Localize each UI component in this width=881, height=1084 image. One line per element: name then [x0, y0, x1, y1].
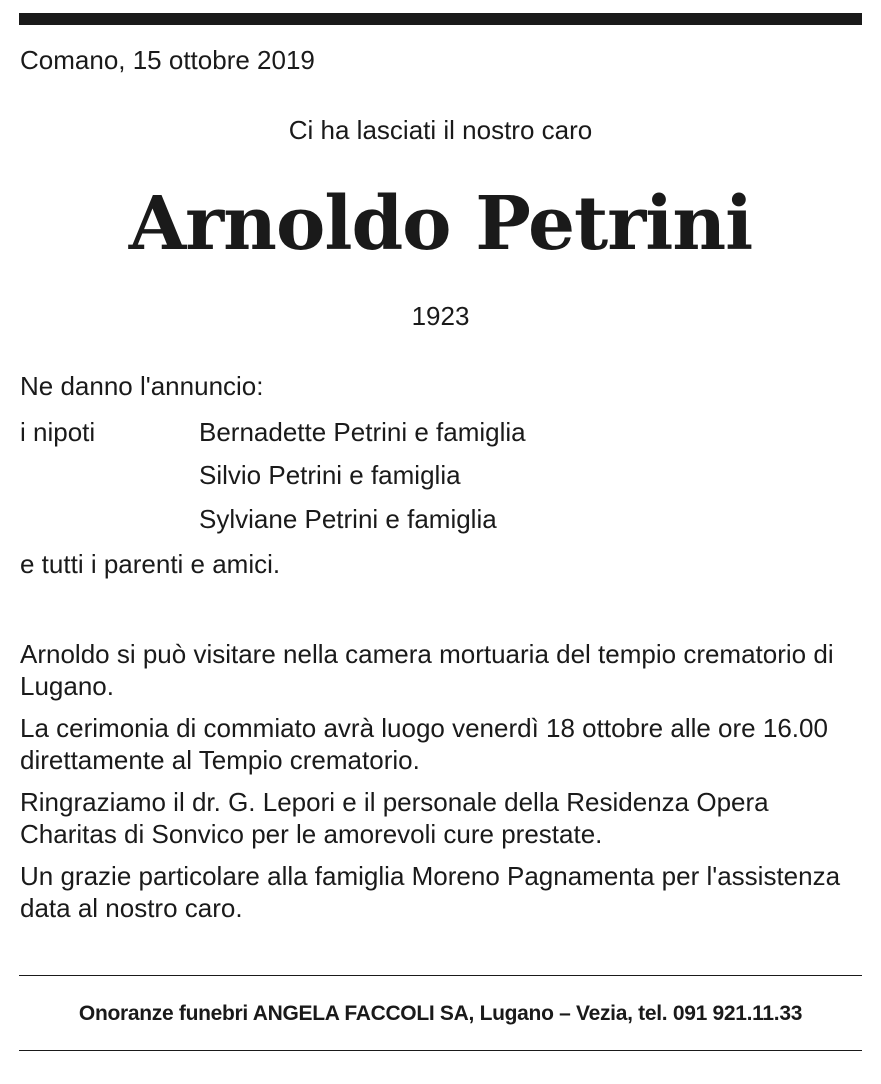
announcement-closing: e tutti i parenti e amici.: [20, 549, 281, 579]
deceased-name: Arnoldo Petrini: [128, 181, 753, 267]
relative-name: Sylviane Petrini e famiglia: [199, 504, 497, 534]
footer-top-rule: [19, 975, 862, 976]
funeral-home-credit: [0, 1000, 881, 1028]
footer-contact: , Lugano – Vezia, tel. 091 921.11.33: [468, 1002, 803, 1025]
intro-text: Ci ha lasciati il nostro caro: [288, 115, 593, 145]
birth-year: 1923: [411, 301, 470, 331]
relation-label: i nipoti: [20, 417, 96, 447]
visitation-paragraph: Arnoldo si può visitare nella camera mortuaria del tempio crematorio di Lugano.: [20, 639, 834, 701]
thanks-paragraph: Ringraziamo il dr. G. Lepori e il personale della Residenza Opera Charitas di Sonvico per le amorevoli cure prestate.: [20, 787, 769, 849]
funeral-home-name: ANGELA FACCOLI SA: [252, 1002, 469, 1025]
place-date: Comano, 15 ottobre 2019: [20, 45, 315, 75]
footer-bottom-rule: [19, 1050, 862, 1051]
announcement-heading: Ne danno l'annuncio:: [20, 371, 264, 401]
relative-name: Bernadette Petrini e famiglia: [199, 417, 526, 447]
special-thanks-paragraph: Un grazie particolare alla famiglia Moreno Pagnamenta per l'assistenza data al nostro caro.: [20, 861, 841, 923]
relative-name: Silvio Petrini e famiglia: [199, 460, 461, 490]
top-rule: [19, 13, 862, 25]
ceremony-paragraph: La cerimonia di commiato avrà luogo venerdì 18 ottobre alle ore 16.00 direttamente al Tempio crematorio.: [20, 713, 828, 775]
footer-prefix: Onoranze funebri: [78, 1002, 253, 1025]
notice-body: [20, 638, 865, 934]
